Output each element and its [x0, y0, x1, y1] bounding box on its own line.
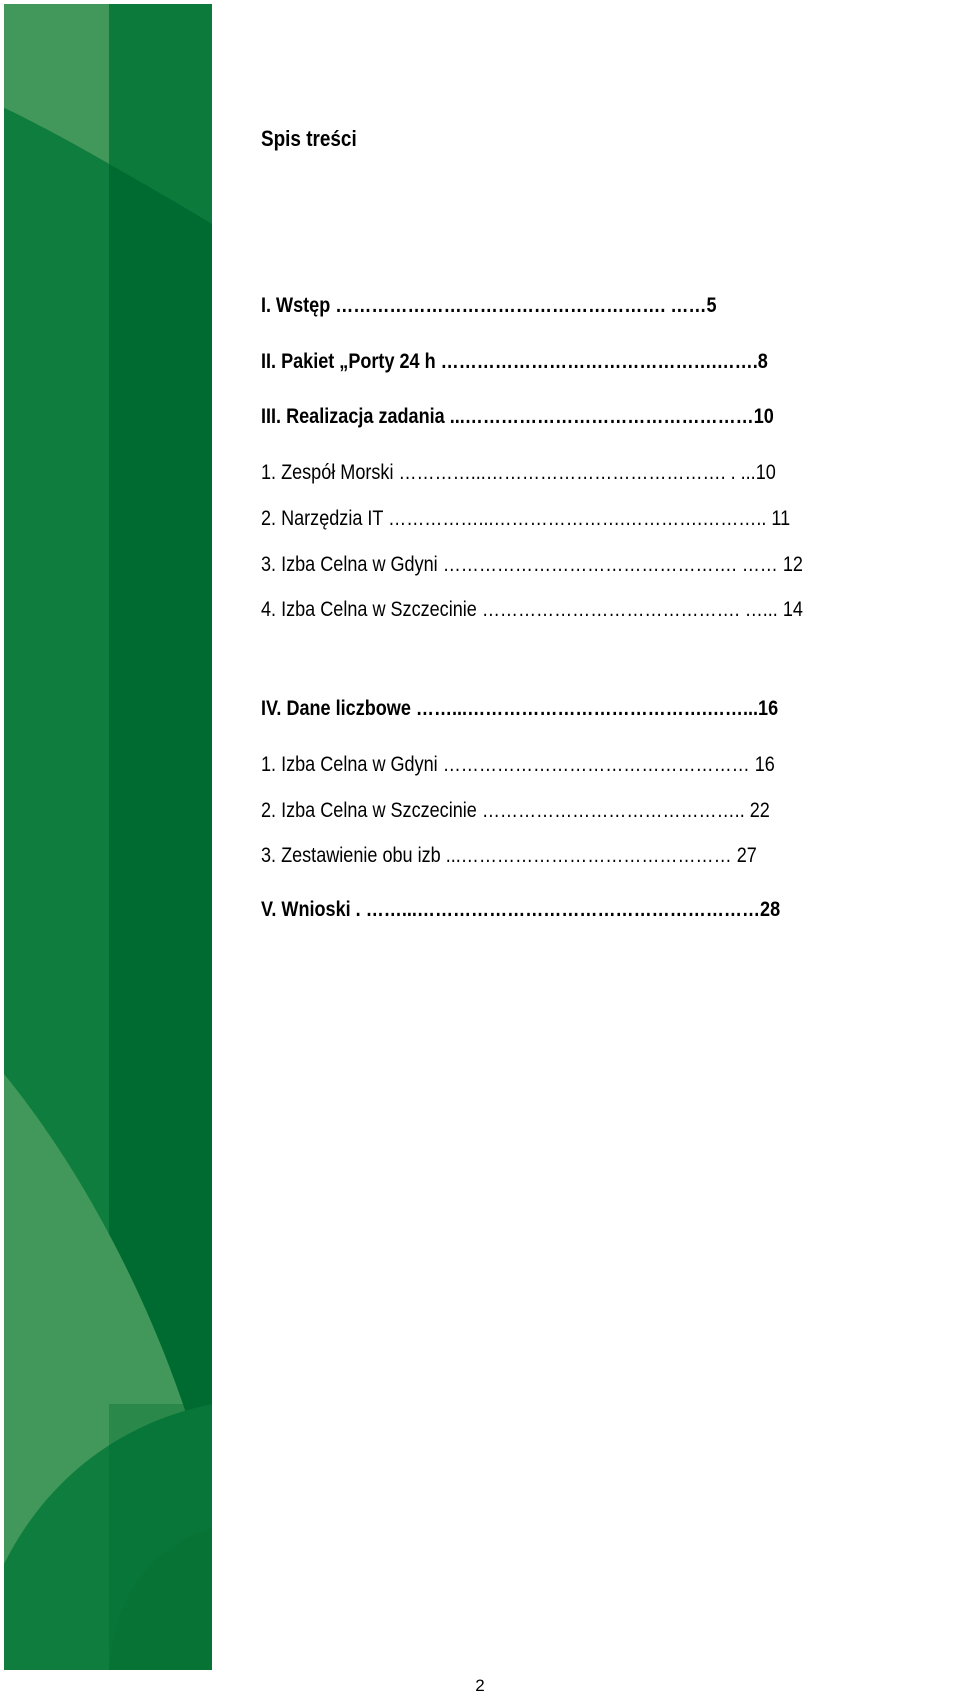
toc-entry-wstep[interactable]: I. Wstęp ………………………………………………. ……5 [261, 294, 717, 317]
toc-entry-narzedzia-it[interactable]: 2. Narzędzia IT ……………...………………….………….……….. 11 [261, 507, 791, 530]
toc-entry-dane-gdyni[interactable]: 1. Izba Celna w Gdyni …………………………………………… 16 [261, 753, 775, 776]
toc-entry-pakiet-porty[interactable]: II. Pakiet „Porty 24 h ……………………………………….…….8 [261, 350, 768, 373]
toc-entry-zespol-morski[interactable]: 1. Zespół Morski …………...…………………………………. . ...10 [261, 461, 776, 484]
toc-entry-izba-gdyni[interactable]: 3. Izba Celna w Gdyni …………………………………………. …… 12 [261, 553, 803, 576]
toc-entry-zestawienie[interactable]: 3. Zestawienie obu izb ...……………………………………… 27 [261, 844, 757, 867]
page-title: Spis treści [261, 126, 357, 151]
toc-entry-wnioski[interactable]: V. Wnioski . ……...…………………………………………………28 [261, 898, 781, 921]
decorative-green-band [4, 4, 212, 1670]
toc-entry-dane-liczbowe[interactable]: IV. Dane liczbowe ……...………………………………….……...16 [261, 697, 779, 720]
page-number: 2 [475, 1676, 485, 1695]
toc-entry-dane-szczecinie[interactable]: 2. Izba Celna w Szczecinie …………………………………….. 22 [261, 799, 770, 822]
toc-entry-realizacja-zadania[interactable]: III. Realizacja zadania ...…………………………………………10 [261, 405, 774, 428]
green-band-graphic [4, 4, 212, 1670]
band-bottom-right-shade [109, 1404, 212, 1670]
toc-entry-izba-szczecinie[interactable]: 4. Izba Celna w Szczecinie ……………………………………. …... 14 [261, 598, 803, 621]
